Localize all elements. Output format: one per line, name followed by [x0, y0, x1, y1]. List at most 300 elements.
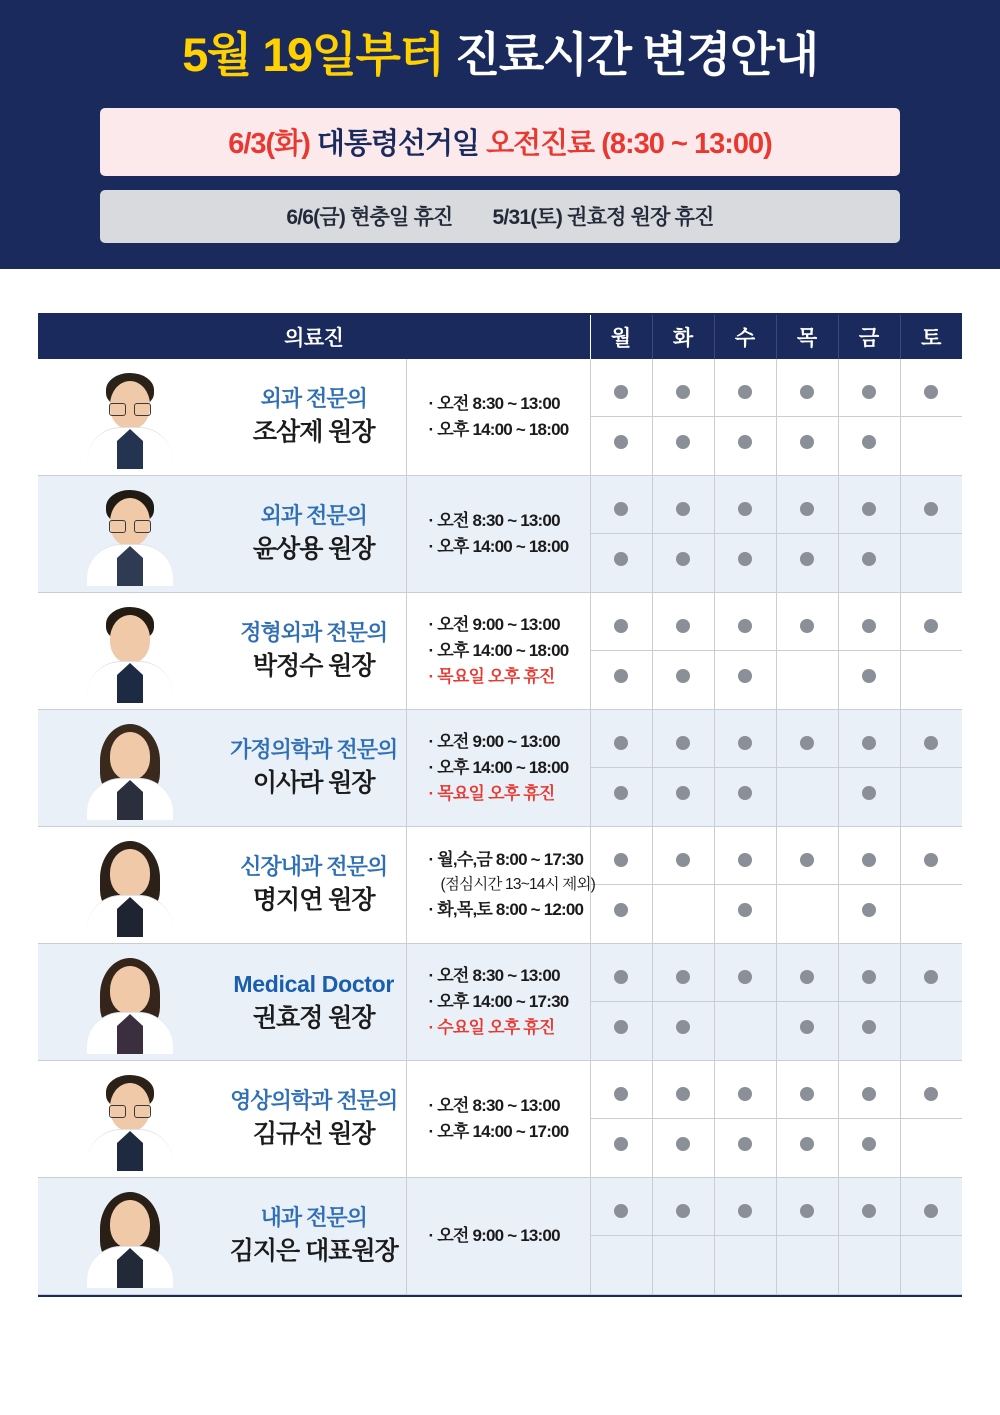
availability-pm: [653, 1236, 714, 1285]
doctor-name: 권효정 원장: [252, 1003, 375, 1032]
available-dot-icon: [924, 1087, 938, 1101]
page-title-rest: 진료시간 변경안내: [454, 28, 818, 81]
availability-cell: [590, 476, 652, 593]
availability-cell: [776, 827, 838, 944]
availability-am: [653, 368, 714, 417]
hours-line: · 오전 9:00 ~ 13:00: [428, 614, 560, 634]
availability-am: [591, 368, 652, 417]
available-dot-icon: [800, 385, 814, 399]
availability-pm: [653, 417, 714, 466]
avatar: [78, 1067, 182, 1171]
available-dot-icon: [862, 970, 876, 984]
header-banner: [0, 0, 1000, 269]
table-row: [38, 710, 962, 827]
available-dot-icon: [862, 736, 876, 750]
unavailable-blank-icon: [800, 669, 814, 683]
doctor-name-cell: [222, 359, 406, 476]
availability-am: [653, 602, 714, 651]
availability-cell: [652, 827, 714, 944]
available-dot-icon: [862, 1087, 876, 1101]
availability-am: [839, 953, 900, 1002]
header-day-tue: 화: [652, 315, 714, 359]
notice-election-mid: 대통령선거일: [309, 128, 487, 161]
availability-pm: [901, 768, 963, 817]
available-dot-icon: [676, 1204, 690, 1218]
availability-am: [777, 1070, 838, 1119]
hours-line: · 오전 9:00 ~ 13:00: [428, 1225, 560, 1245]
available-dot-icon: [614, 736, 628, 750]
availability-cell: [652, 1061, 714, 1178]
doctor-hours-cell: [406, 1178, 590, 1295]
available-dot-icon: [800, 619, 814, 633]
page-title: [0, 28, 1000, 82]
avatar: [78, 950, 182, 1054]
hours-line: · 화,목,토 8:00 ~ 12:00: [428, 900, 584, 920]
unavailable-blank-icon: [924, 903, 938, 917]
doctor-hours-cell: [406, 1061, 590, 1178]
availability-cell: [838, 476, 900, 593]
availability-cell: [714, 476, 776, 593]
available-dot-icon: [862, 1020, 876, 1034]
availability-am: [715, 953, 776, 1002]
table-row: [38, 1178, 962, 1295]
hours-line: · 오후 14:00 ~ 18:00: [428, 537, 569, 557]
availability-pm: [591, 768, 652, 817]
doctor-photo-cell: [38, 944, 222, 1061]
doctor-specialty: 외과 전문의: [260, 386, 367, 412]
availability-am: [591, 602, 652, 651]
table-header-row: [38, 315, 962, 359]
unavailable-blank-icon: [924, 786, 938, 800]
available-dot-icon: [614, 1137, 628, 1151]
unavailable-blank-icon: [924, 552, 938, 566]
availability-am: [591, 1070, 652, 1119]
availability-am: [715, 602, 776, 651]
table-row: [38, 593, 962, 710]
notice-election: [100, 108, 900, 176]
availability-pm: [653, 1119, 714, 1168]
availability-cell: [590, 710, 652, 827]
available-dot-icon: [862, 385, 876, 399]
availability-cell: [776, 476, 838, 593]
available-dot-icon: [676, 1137, 690, 1151]
header-day-wed: 수: [714, 315, 776, 359]
available-dot-icon: [800, 1204, 814, 1218]
availability-pm: [901, 417, 963, 466]
available-dot-icon: [676, 1020, 690, 1034]
unavailable-blank-icon: [924, 1137, 938, 1151]
table-row: [38, 827, 962, 944]
availability-pm: [653, 885, 714, 934]
page-title-highlight: 5월 19일부터: [182, 28, 444, 81]
available-dot-icon: [862, 786, 876, 800]
availability-cell: [652, 1178, 714, 1295]
available-dot-icon: [862, 669, 876, 683]
unavailable-blank-icon: [738, 1254, 752, 1268]
notice-election-date: 6/3(화): [228, 128, 310, 161]
availability-am: [777, 719, 838, 768]
doctor-specialty: 신장내과 전문의: [240, 854, 388, 880]
available-dot-icon: [676, 502, 690, 516]
availability-am: [591, 719, 652, 768]
available-dot-icon: [738, 435, 752, 449]
availability-cell: [714, 593, 776, 710]
avatar: [78, 599, 182, 703]
available-dot-icon: [800, 736, 814, 750]
availability-am: [777, 485, 838, 534]
available-dot-icon: [862, 502, 876, 516]
doctor-name-cell: [222, 827, 406, 944]
availability-am: [653, 719, 714, 768]
notice-holiday-1: 6/6(금) 현충일 휴진: [286, 206, 453, 230]
availability-pm: [715, 1119, 776, 1168]
availability-pm: [715, 417, 776, 466]
available-dot-icon: [924, 502, 938, 516]
doctor-name-cell: [222, 1061, 406, 1178]
availability-am: [777, 953, 838, 1002]
avatar-face: [110, 966, 150, 1014]
available-dot-icon: [738, 385, 752, 399]
availability-am: [777, 1187, 838, 1236]
doctor-hours-cell: [406, 593, 590, 710]
doctor-specialty: 영상의학과 전문의: [230, 1088, 398, 1114]
header-day-thu: 목: [776, 315, 838, 359]
available-dot-icon: [800, 1020, 814, 1034]
availability-am: [715, 836, 776, 885]
availability-am: [591, 1187, 652, 1236]
doctor-name-cell: [222, 593, 406, 710]
available-dot-icon: [676, 786, 690, 800]
unavailable-blank-icon: [676, 1254, 690, 1268]
availability-pm: [839, 651, 900, 700]
available-dot-icon: [614, 552, 628, 566]
availability-am: [653, 953, 714, 1002]
available-dot-icon: [614, 853, 628, 867]
avatar-face: [110, 615, 150, 663]
availability-pm: [715, 534, 776, 583]
glasses-icon: [109, 1105, 151, 1117]
available-dot-icon: [738, 853, 752, 867]
availability-pm: [901, 1236, 963, 1285]
available-dot-icon: [614, 786, 628, 800]
available-dot-icon: [862, 903, 876, 917]
available-dot-icon: [614, 669, 628, 683]
doctor-name: 명지연 원장: [252, 886, 375, 915]
availability-pm: [839, 534, 900, 583]
doctor-specialty: 가정의학과 전문의: [230, 737, 398, 763]
available-dot-icon: [738, 552, 752, 566]
unavailable-blank-icon: [924, 1254, 938, 1268]
doctor-specialty: 내과 전문의: [260, 1205, 367, 1231]
availability-cell: [714, 359, 776, 476]
availability-am: [591, 485, 652, 534]
availability-cell: [900, 710, 962, 827]
availability-cell: [714, 1178, 776, 1295]
hours-line: · 오후 14:00 ~ 17:30: [428, 991, 569, 1011]
availability-am: [839, 836, 900, 885]
availability-cell: [900, 1061, 962, 1178]
available-dot-icon: [738, 970, 752, 984]
available-dot-icon: [800, 552, 814, 566]
availability-am: [901, 719, 963, 768]
available-dot-icon: [924, 385, 938, 399]
availability-am: [839, 1187, 900, 1236]
avatar: [78, 482, 182, 586]
availability-pm: [777, 1236, 838, 1285]
avatar-face: [110, 1200, 150, 1248]
availability-cell: [714, 944, 776, 1061]
available-dot-icon: [614, 502, 628, 516]
available-dot-icon: [862, 435, 876, 449]
unavailable-blank-icon: [800, 1254, 814, 1268]
available-dot-icon: [676, 1087, 690, 1101]
availability-cell: [838, 1061, 900, 1178]
availability-am: [715, 485, 776, 534]
availability-cell: [652, 710, 714, 827]
available-dot-icon: [676, 853, 690, 867]
availability-pm: [777, 534, 838, 583]
doctor-specialty: 정형외과 전문의: [240, 620, 388, 646]
available-dot-icon: [676, 435, 690, 449]
hours-line: · 목요일 오후 휴진: [428, 784, 555, 804]
availability-cell: [900, 827, 962, 944]
availability-pm: [901, 1119, 963, 1168]
availability-pm: [591, 417, 652, 466]
availability-pm: [839, 885, 900, 934]
availability-cell: [714, 1061, 776, 1178]
header-day-sat: 토: [900, 315, 962, 359]
availability-pm: [715, 1002, 776, 1051]
availability-am: [901, 485, 963, 534]
available-dot-icon: [676, 736, 690, 750]
avatar: [78, 1184, 182, 1288]
hours-line: · 오전 8:30 ~ 13:00: [428, 510, 560, 530]
available-dot-icon: [676, 970, 690, 984]
availability-pm: [591, 651, 652, 700]
doctor-photo-cell: [38, 476, 222, 593]
availability-am: [839, 485, 900, 534]
availability-pm: [715, 768, 776, 817]
available-dot-icon: [614, 1204, 628, 1218]
availability-am: [653, 1187, 714, 1236]
schedule-table-body: [38, 359, 962, 1295]
availability-pm: [653, 651, 714, 700]
availability-cell: [590, 359, 652, 476]
availability-cell: [590, 593, 652, 710]
availability-cell: [776, 1178, 838, 1295]
availability-cell: [776, 593, 838, 710]
hours-line: · 오후 14:00 ~ 18:00: [428, 757, 569, 777]
header-day-mon: 월: [590, 315, 652, 359]
available-dot-icon: [738, 736, 752, 750]
doctor-hours-cell: [406, 827, 595, 944]
available-dot-icon: [738, 502, 752, 516]
availability-pm: [715, 1236, 776, 1285]
availability-am: [839, 368, 900, 417]
doctor-hours-cell: [406, 476, 590, 593]
availability-cell: [900, 593, 962, 710]
doctor-name: 김지은 대표원장: [229, 1237, 398, 1266]
availability-cell: [590, 1061, 652, 1178]
available-dot-icon: [738, 1087, 752, 1101]
available-dot-icon: [800, 1087, 814, 1101]
availability-cell: [838, 593, 900, 710]
doctor-name-cell: [222, 476, 406, 593]
hours-line: · 월,수,금 8:00 ~ 17:30: [428, 849, 584, 869]
availability-cell: [900, 944, 962, 1061]
available-dot-icon: [924, 970, 938, 984]
availability-am: [839, 1070, 900, 1119]
availability-cell: [652, 944, 714, 1061]
availability-am: [901, 1187, 963, 1236]
unavailable-blank-icon: [924, 669, 938, 683]
hours-line: (점심시간 13~14시 제외): [440, 876, 595, 894]
unavailable-blank-icon: [738, 1020, 752, 1034]
doctor-specialty: Medical Doctor: [233, 970, 395, 997]
doctor-name: 윤상용 원장: [252, 535, 375, 564]
availability-pm: [777, 768, 838, 817]
availability-am: [715, 1070, 776, 1119]
availability-pm: [715, 885, 776, 934]
hours-line: · 오전 8:30 ~ 13:00: [428, 1095, 560, 1115]
hours-line: · 수요일 오후 휴진: [428, 1018, 555, 1038]
hours-line: · 오후 14:00 ~ 18:00: [428, 420, 569, 440]
availability-cell: [900, 1178, 962, 1295]
available-dot-icon: [862, 1204, 876, 1218]
available-dot-icon: [676, 552, 690, 566]
unavailable-blank-icon: [676, 903, 690, 917]
available-dot-icon: [614, 385, 628, 399]
availability-cell: [838, 944, 900, 1061]
availability-cell: [714, 710, 776, 827]
doctor-name-cell: [222, 1178, 406, 1295]
hours-line: · 오전 8:30 ~ 13:00: [428, 965, 560, 985]
availability-pm: [901, 1002, 963, 1051]
hours-line: · 오후 14:00 ~ 17:00: [428, 1122, 569, 1142]
availability-am: [715, 1187, 776, 1236]
availability-cell: [590, 827, 652, 944]
availability-pm: [777, 1119, 838, 1168]
notice-holiday: [100, 190, 900, 243]
available-dot-icon: [738, 903, 752, 917]
avatar-face: [110, 849, 150, 897]
availability-am: [839, 602, 900, 651]
available-dot-icon: [614, 619, 628, 633]
availability-am: [653, 485, 714, 534]
avatar: [78, 833, 182, 937]
doctor-photo-cell: [38, 1178, 222, 1295]
availability-pm: [591, 885, 652, 934]
availability-am: [653, 1070, 714, 1119]
availability-pm: [653, 768, 714, 817]
doctor-photo-cell: [38, 593, 222, 710]
availability-cell: [776, 359, 838, 476]
notice-holiday-2: 5/31(토) 권효정 원장 휴진: [492, 206, 714, 230]
available-dot-icon: [614, 1020, 628, 1034]
availability-cell: [776, 1061, 838, 1178]
available-dot-icon: [738, 786, 752, 800]
available-dot-icon: [924, 853, 938, 867]
unavailable-blank-icon: [800, 786, 814, 800]
availability-pm: [591, 1119, 652, 1168]
availability-pm: [901, 534, 963, 583]
availability-cell: [652, 359, 714, 476]
available-dot-icon: [800, 502, 814, 516]
available-dot-icon: [676, 385, 690, 399]
availability-pm: [777, 1002, 838, 1051]
available-dot-icon: [676, 619, 690, 633]
doctor-name: 김규선 원장: [252, 1120, 375, 1149]
availability-am: [901, 1070, 963, 1119]
available-dot-icon: [800, 435, 814, 449]
availability-am: [839, 719, 900, 768]
availability-cell: [652, 476, 714, 593]
unavailable-blank-icon: [800, 903, 814, 917]
available-dot-icon: [614, 903, 628, 917]
available-dot-icon: [862, 853, 876, 867]
available-dot-icon: [738, 669, 752, 683]
availability-pm: [839, 1119, 900, 1168]
doctor-photo-cell: [38, 359, 222, 476]
doctor-photo-cell: [38, 827, 222, 944]
unavailable-blank-icon: [862, 1254, 876, 1268]
availability-am: [777, 836, 838, 885]
availability-pm: [715, 651, 776, 700]
glasses-icon: [109, 403, 151, 415]
availability-am: [715, 719, 776, 768]
doctor-hours-cell: [406, 944, 590, 1061]
availability-cell: [900, 359, 962, 476]
hours-line: · 목요일 오후 휴진: [428, 667, 555, 687]
unavailable-blank-icon: [924, 435, 938, 449]
available-dot-icon: [614, 435, 628, 449]
availability-pm: [901, 651, 963, 700]
available-dot-icon: [676, 669, 690, 683]
schedule-table-wrap: [38, 313, 962, 1297]
availability-am: [591, 836, 652, 885]
availability-pm: [591, 1236, 652, 1285]
available-dot-icon: [924, 1204, 938, 1218]
availability-pm: [901, 885, 963, 934]
glasses-icon: [109, 520, 151, 532]
availability-am: [901, 836, 963, 885]
available-dot-icon: [738, 619, 752, 633]
available-dot-icon: [924, 736, 938, 750]
unavailable-blank-icon: [924, 1020, 938, 1034]
doctor-name: 박정수 원장: [252, 652, 375, 681]
doctor-hours-cell: [406, 359, 590, 476]
avatar: [78, 716, 182, 820]
availability-am: [591, 953, 652, 1002]
availability-pm: [839, 768, 900, 817]
availability-pm: [653, 534, 714, 583]
doctor-name-cell: [222, 710, 406, 827]
availability-cell: [838, 710, 900, 827]
availability-pm: [777, 885, 838, 934]
available-dot-icon: [614, 1087, 628, 1101]
availability-am: [901, 953, 963, 1002]
available-dot-icon: [800, 853, 814, 867]
table-row: [38, 476, 962, 593]
available-dot-icon: [614, 970, 628, 984]
unavailable-blank-icon: [614, 1254, 628, 1268]
doctor-name: 조삼제 원장: [252, 418, 375, 447]
availability-pm: [777, 651, 838, 700]
availability-am: [715, 368, 776, 417]
availability-pm: [591, 1002, 652, 1051]
available-dot-icon: [862, 1137, 876, 1151]
table-row: [38, 944, 962, 1061]
